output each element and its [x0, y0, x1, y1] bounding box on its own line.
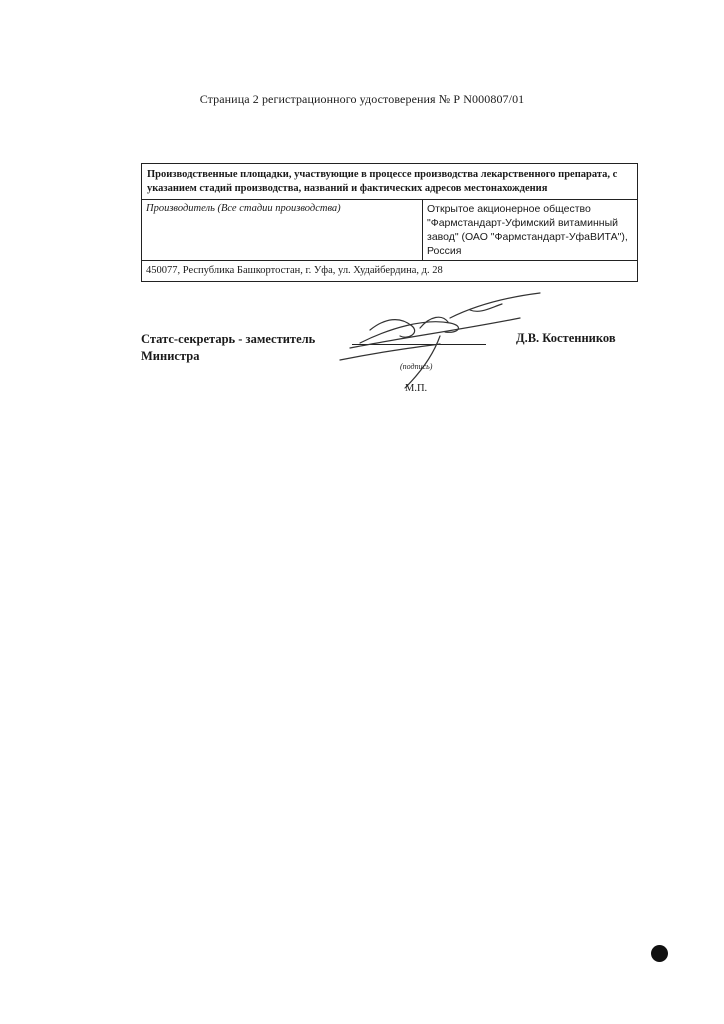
address-row: 450077, Республика Башкортостан, г. Уфа, ул. Худайбердина, д. 28	[142, 260, 637, 281]
company-name: Открытое акционерное общество "Фармстандарт-Уфимский витаминный завод" (ОАО "Фармстандарт-УфаВИТА"), Россия	[427, 203, 628, 257]
corner-dot	[651, 945, 668, 962]
seal-label: М.П.	[405, 383, 428, 394]
signature-caption: (подпись)	[400, 362, 433, 371]
page-title: Страница 2 регистрационного удостоверения № Р N000807/01	[199, 92, 525, 106]
section-title: Производственные площадки, участвующие в процессе производства лекарственного препарата, с указанием стадий производства, названий и фактических адресов местонахождения	[147, 169, 618, 194]
manufacturer-row	[142, 199, 637, 260]
signer-title: Статс-секретарь - заместитель Министра	[141, 332, 316, 363]
manufacturer-stage: Производитель (Все стадии производства)	[142, 200, 423, 260]
production-sites-table	[141, 163, 638, 282]
signer-name: Д.В. Костенников	[516, 331, 616, 345]
